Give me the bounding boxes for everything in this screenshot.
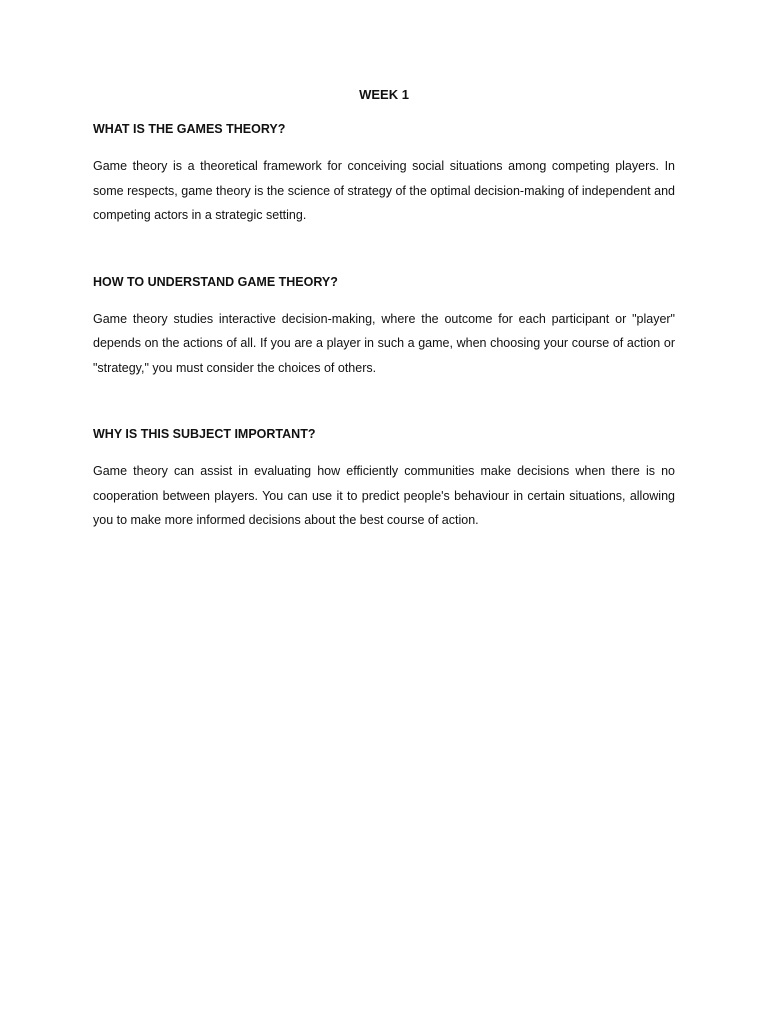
section-paragraph: Game theory is a theoretical framework for conceiving social situations among competing players. In some respects, game theory is the science of strategy of the optimal decision-making of independent and competing actors in a strategic setting. [93, 159, 675, 222]
section-paragraph: Game theory studies interactive decision-making, where the outcome for each participant or "player" depends on the actions of all. If you are a player in such a game, when choosing your course of action or "strategy," you must consider the choices of others. [93, 311, 675, 375]
section-heading: WHY IS THIS SUBJECT IMPORTANT? [93, 427, 316, 441]
section-heading: HOW TO UNDERSTAND GAME THEORY? [93, 274, 338, 289]
section-what-is-game-theory [93, 120, 675, 228]
week-title: WEEK 1 [359, 87, 409, 102]
document-content [93, 86, 675, 533]
section-heading: WHAT IS THE GAMES THEORY? [93, 122, 286, 136]
section-paragraph: Game theory can assist in evaluating how efficiently communities make decisions when there is no cooperation between players. You can use it to predict people's behaviour in certain situations, allowing you to make more informed decisions about the best course of action. [93, 464, 675, 527]
section-how-to-understand [93, 273, 675, 381]
section-why-important [93, 425, 675, 533]
